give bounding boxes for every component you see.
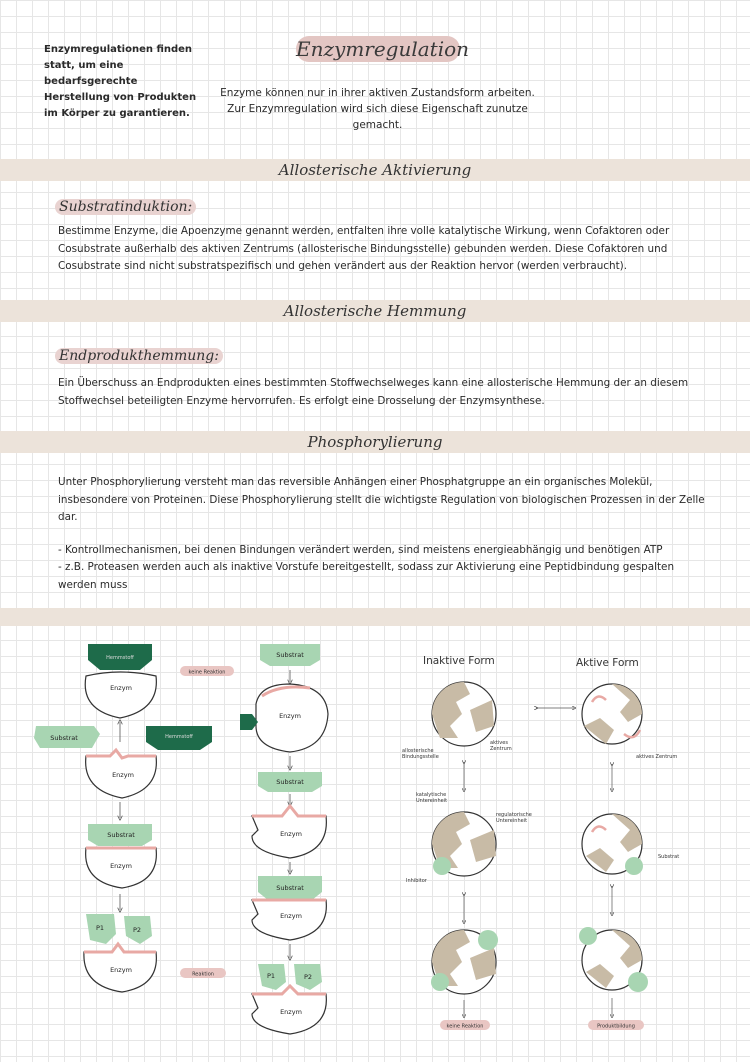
label-untereinheit-1: Untereinheit [416, 798, 448, 804]
bullet-proteasen: - z.B. Proteasen werden auch als inaktive Vorstufe bereitgestellt, sodass zur Aktivierung eine Peptidbindung gespalten werden muss [58, 561, 675, 591]
label-zentrum-1: Zentrum [490, 746, 512, 752]
enzym-shape-1 [85, 672, 156, 718]
p1-label-1: P1 [95, 924, 105, 932]
section-heading-aktivierung: Allosterische Aktivierung [0, 159, 750, 181]
enzym-shape-7 [252, 900, 326, 940]
label-substrat-small: Substrat [658, 854, 680, 860]
keine-reaktion-label-2: keine Reaktion [446, 1023, 484, 1030]
hemmstoff-label-1: Hemmstoff [106, 655, 134, 661]
page-title: Enzymregulation [296, 37, 470, 61]
produktbildung-label: Produktbildung [597, 1023, 635, 1030]
enzym-label-5: Enzym [279, 712, 301, 720]
enzym-label-2: Enzym [112, 771, 134, 779]
hemmstoff-label-2: Hemmstoff [165, 734, 193, 740]
enzym-label-1: Enzym [110, 684, 132, 692]
paragraph-aktivierung: Bestimme Enzyme, die Apoenzyme genannt werden, entfalten ihre volle katalytische Wirkung, wenn Cofaktoren oder Cosubstrate außerhalb des aktiven Zentrums (allosterische Bindungsstelle) gebunden werden. Diese Cofaktoren und Cosubstrate sind nicht substratspezifisch und gehen verändert aus der Reaktion hervor (werden verbraucht). [58, 225, 670, 272]
subheading-substratinduktion: Substratinduktion: [55, 199, 196, 215]
paragraph-hemmung: Ein Überschuss an Endprodukten eines bestimmten Stoffwechselweges kann eine allosterische Hemmung der an diesem Stoffwechsel beteiligten Enzyme hervorrufen. Es erfolgt eine Drosselung der Enzymsynthese. [58, 377, 689, 407]
intro-text: Enzyme können nur in ihrer aktiven Zustandsform arbeiten. Zur Enzymregulation wird sich diese Eigenschaft zunutze gemacht. [220, 87, 535, 131]
substrat-label-1: Substrat [50, 734, 78, 742]
keine-reaktion-label-1: keine Reaktion [188, 669, 226, 676]
label-untereinheit-2: Untereinheit [496, 818, 528, 824]
label-inaktive-form: Inaktive Form [423, 655, 495, 667]
label-inhibitor: Inhibitor [406, 878, 427, 884]
subheading-endprodukthemmung: Endprodukthemmung: [55, 348, 223, 364]
label-regulatorische-1: regulatorische [496, 812, 532, 818]
substrat-label-3: Substrat [276, 651, 304, 659]
p2-label-2: P2 [303, 973, 313, 981]
label-aktives-zentrum: aktives Zentrum [636, 754, 678, 760]
section-heading-phosphorylierung: Phosphorylierung [0, 431, 750, 453]
enzym-label-8: Enzym [280, 1008, 302, 1016]
p2-label-1: P2 [132, 926, 142, 934]
reaktion-label-1: Reaktion [192, 971, 214, 978]
enzym-label-3: Enzym [110, 862, 132, 870]
label-katalytische-1: katalytische [416, 792, 447, 798]
enzyme-diagrams [0, 630, 750, 1062]
substrat-label-2: Substrat [107, 831, 135, 839]
enzym-label-6: Enzym [280, 830, 302, 838]
p1-label-2: P1 [266, 972, 276, 980]
label-aktive-form: Aktive Form [576, 657, 639, 669]
hemmstoff-shape-3 [240, 714, 258, 730]
substrat-label-4: Substrat [276, 778, 304, 786]
enzym-label-4: Enzym [110, 966, 132, 974]
enzym-label-7: Enzym [280, 912, 302, 920]
divider-band [0, 608, 750, 626]
label-allosterische-1: allosterische [402, 748, 434, 754]
section-heading-hemmung: Allosterische Hemmung [0, 300, 750, 322]
paragraph-phosphorylierung: Unter Phosphorylierung versteht man das reversible Anhängen einer Phosphatgruppe an ein organisches Molekül, insbesondere von Proteinen. Diese Phosphorylierung stellt die wichtigste Regulation von biologischen Prozessen in der Zelle dar. [58, 476, 705, 523]
bullet-kontrollmechanismen: - Kontrollmechanismen, bei denen Bindungen verändert werden, sind meistens energieabhängig und benötigen ATP [58, 544, 663, 556]
label-aktives-1: aktives [490, 740, 508, 746]
intro-note: Enzymregulationen finden statt, um eine bedarfsgerechte Herstellung von Produkten im Körper zu garantieren. [44, 44, 197, 119]
label-bindungsstelle-1: Bindungsstelle [402, 754, 439, 760]
inhibitor-shape [433, 857, 451, 875]
substrat-label-5: Substrat [276, 884, 304, 892]
